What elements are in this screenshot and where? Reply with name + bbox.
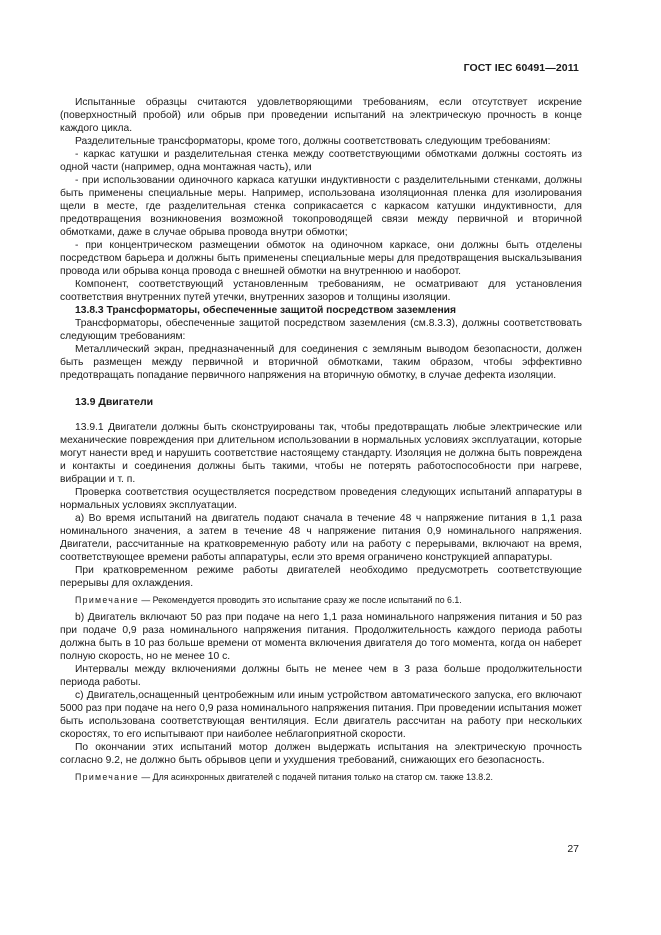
paragraph: При кратковременном режиме работы двигателей необходимо предусмотреть соответствующие перерывы для охлаждения. [60,565,582,589]
subsection-heading-13-8-3: 13.8.3 Трансформаторы, обеспеченные защитой посредством заземления [75,305,456,316]
list-item: с) Двигатель,оснащенный центробежным или иным устройством автоматического запуска, его включают 5000 раз при подаче на него 0,9 раза номинального напряжения питания. При проведении испытания может быть использована соответствующая вентиляция. Если двигатель рассчитан на работу при нескольких скоростях, то его испытывают при наиболее неблагоприятной скорости. [60,690,582,740]
paragraph: Трансформаторы, обеспеченные защитой посредством заземления (см.8.3.3), должны соответствовать следующим требованиям: [60,318,582,342]
section-heading-13-9: 13.9 Двигатели [75,396,154,408]
paragraph: 13.9.1 Двигатели должны быть сконструированы так, чтобы предотвращать любые электрические или механические повреждения при длительном использовании в нормальных условиях эксплуатации, которые могут нанести вред и нарушить соответствие настоящему стандарту. Изоляция не должна быть повреждена и контакты и соединения должны быть такими, чтобы не потерять работоспособности при нагреве, вибрации и т. п. [60,422,582,485]
paragraph: Интервалы между включениями должны быть не менее чем в 3 раза больше продолжительности периода работы. [60,664,582,688]
paragraph: Разделительные трансформаторы, кроме того, должны соответствовать следующим требованиям: [75,136,551,147]
paragraph: По окончании этих испытаний мотор должен выдержать испытания на электрическую прочность согласно 9.2, не должно быть обрывов цепи и ухудшения требований, снижающих его безопасность. [60,742,582,766]
note [60,594,582,606]
paragraph: Компонент, соответствующий установленным требованиям, не осматривают для установления соответствия внутренних путей утечки, внутренних зазоров и толщины изоляции. [60,279,582,303]
paragraph: Испытанные образцы считаются удовлетворяющими требованиям, если отсутствует искрение (поверхностный пробой) или обрыв при проведении испытаний на электрическую прочность в конце каждого цикла. [60,97,582,134]
paragraph: Проверка соответствия осуществляется посредством проведения следующих испытаний аппаратуры в нормальных условиях эксплуатации. [60,487,582,511]
list-item: а) Во время испытаний на двигатель подают сначала в течение 48 ч напряжение питания в 1,1 раза номинального значения, а затем в течение 48 ч напряжение питания 0,9 номинального напряжения. Двигатели, рассчитанные на кратковременную работу или на работу с перерывами, включают на время, соответствующее времени работы аппаратуры, если это время ограничено конструкцией аппаратуры. [60,513,582,563]
note-text: — Для асинхронных двигателей с подачей питания только на статор см. также 13.8.2. [138,772,493,782]
page-number: 27 [567,843,579,855]
list-item: - при использовании одиночного каркаса катушки индуктивности с разделительными стенками, должны быть применены специальные меры. Например, использована изоляционная пленка для изолирования щели в месте, где разделительная стенка соприкасается с каркасом катушки индуктивности, для предотвращения возникновения возможной токопроводящей связи между первичной и вторичной обмотками, даже в случае обрыва провода внутри обмотки; [60,175,582,238]
document-code: ГОСТ IEC 60491—2011 [463,62,579,74]
page-body [60,96,582,788]
note-label: Примечание [75,595,139,605]
list-item: - каркас катушки и разделительная стенка между соответствующими обмотками должны состоять из одной части (например, одна монтажная часть), или [60,149,582,173]
list-item: b) Двигатель включают 50 раз при подаче на него 1,1 раза номинального напряжения питания и 50 раз при подаче 0,9 раза номинального напряжения питания. Продолжительность каждого периода работы должна быть в 10 раз больше времени от момента включения двигателя до того момента, когда он наберет полную скорость, но не менее 10 с. [60,612,582,662]
note-label: Примечание [75,772,139,782]
note-text: — Рекомендуется проводить это испытание сразу же после испытаний по 6.1. [138,595,462,605]
paragraph: Металлический экран, предназначенный для соединения с земляным выводом безопасности, должен быть размещен между первичной и вторичной обмотками, таким образом, чтобы эффективно предотвращать попадание первичного напряжения на вторичную обмотку, в случае дефекта изоляции. [60,344,582,381]
note [60,771,582,783]
list-item: - при концентрическом размещении обмоток на одиночном каркасе, они должны быть отделены посредством барьера и должны быть применены специальные меры для предотвращения выскальзывания провода или обрыва конца провода с внешней обмотки на внутреннюю и наоборот. [60,240,582,277]
